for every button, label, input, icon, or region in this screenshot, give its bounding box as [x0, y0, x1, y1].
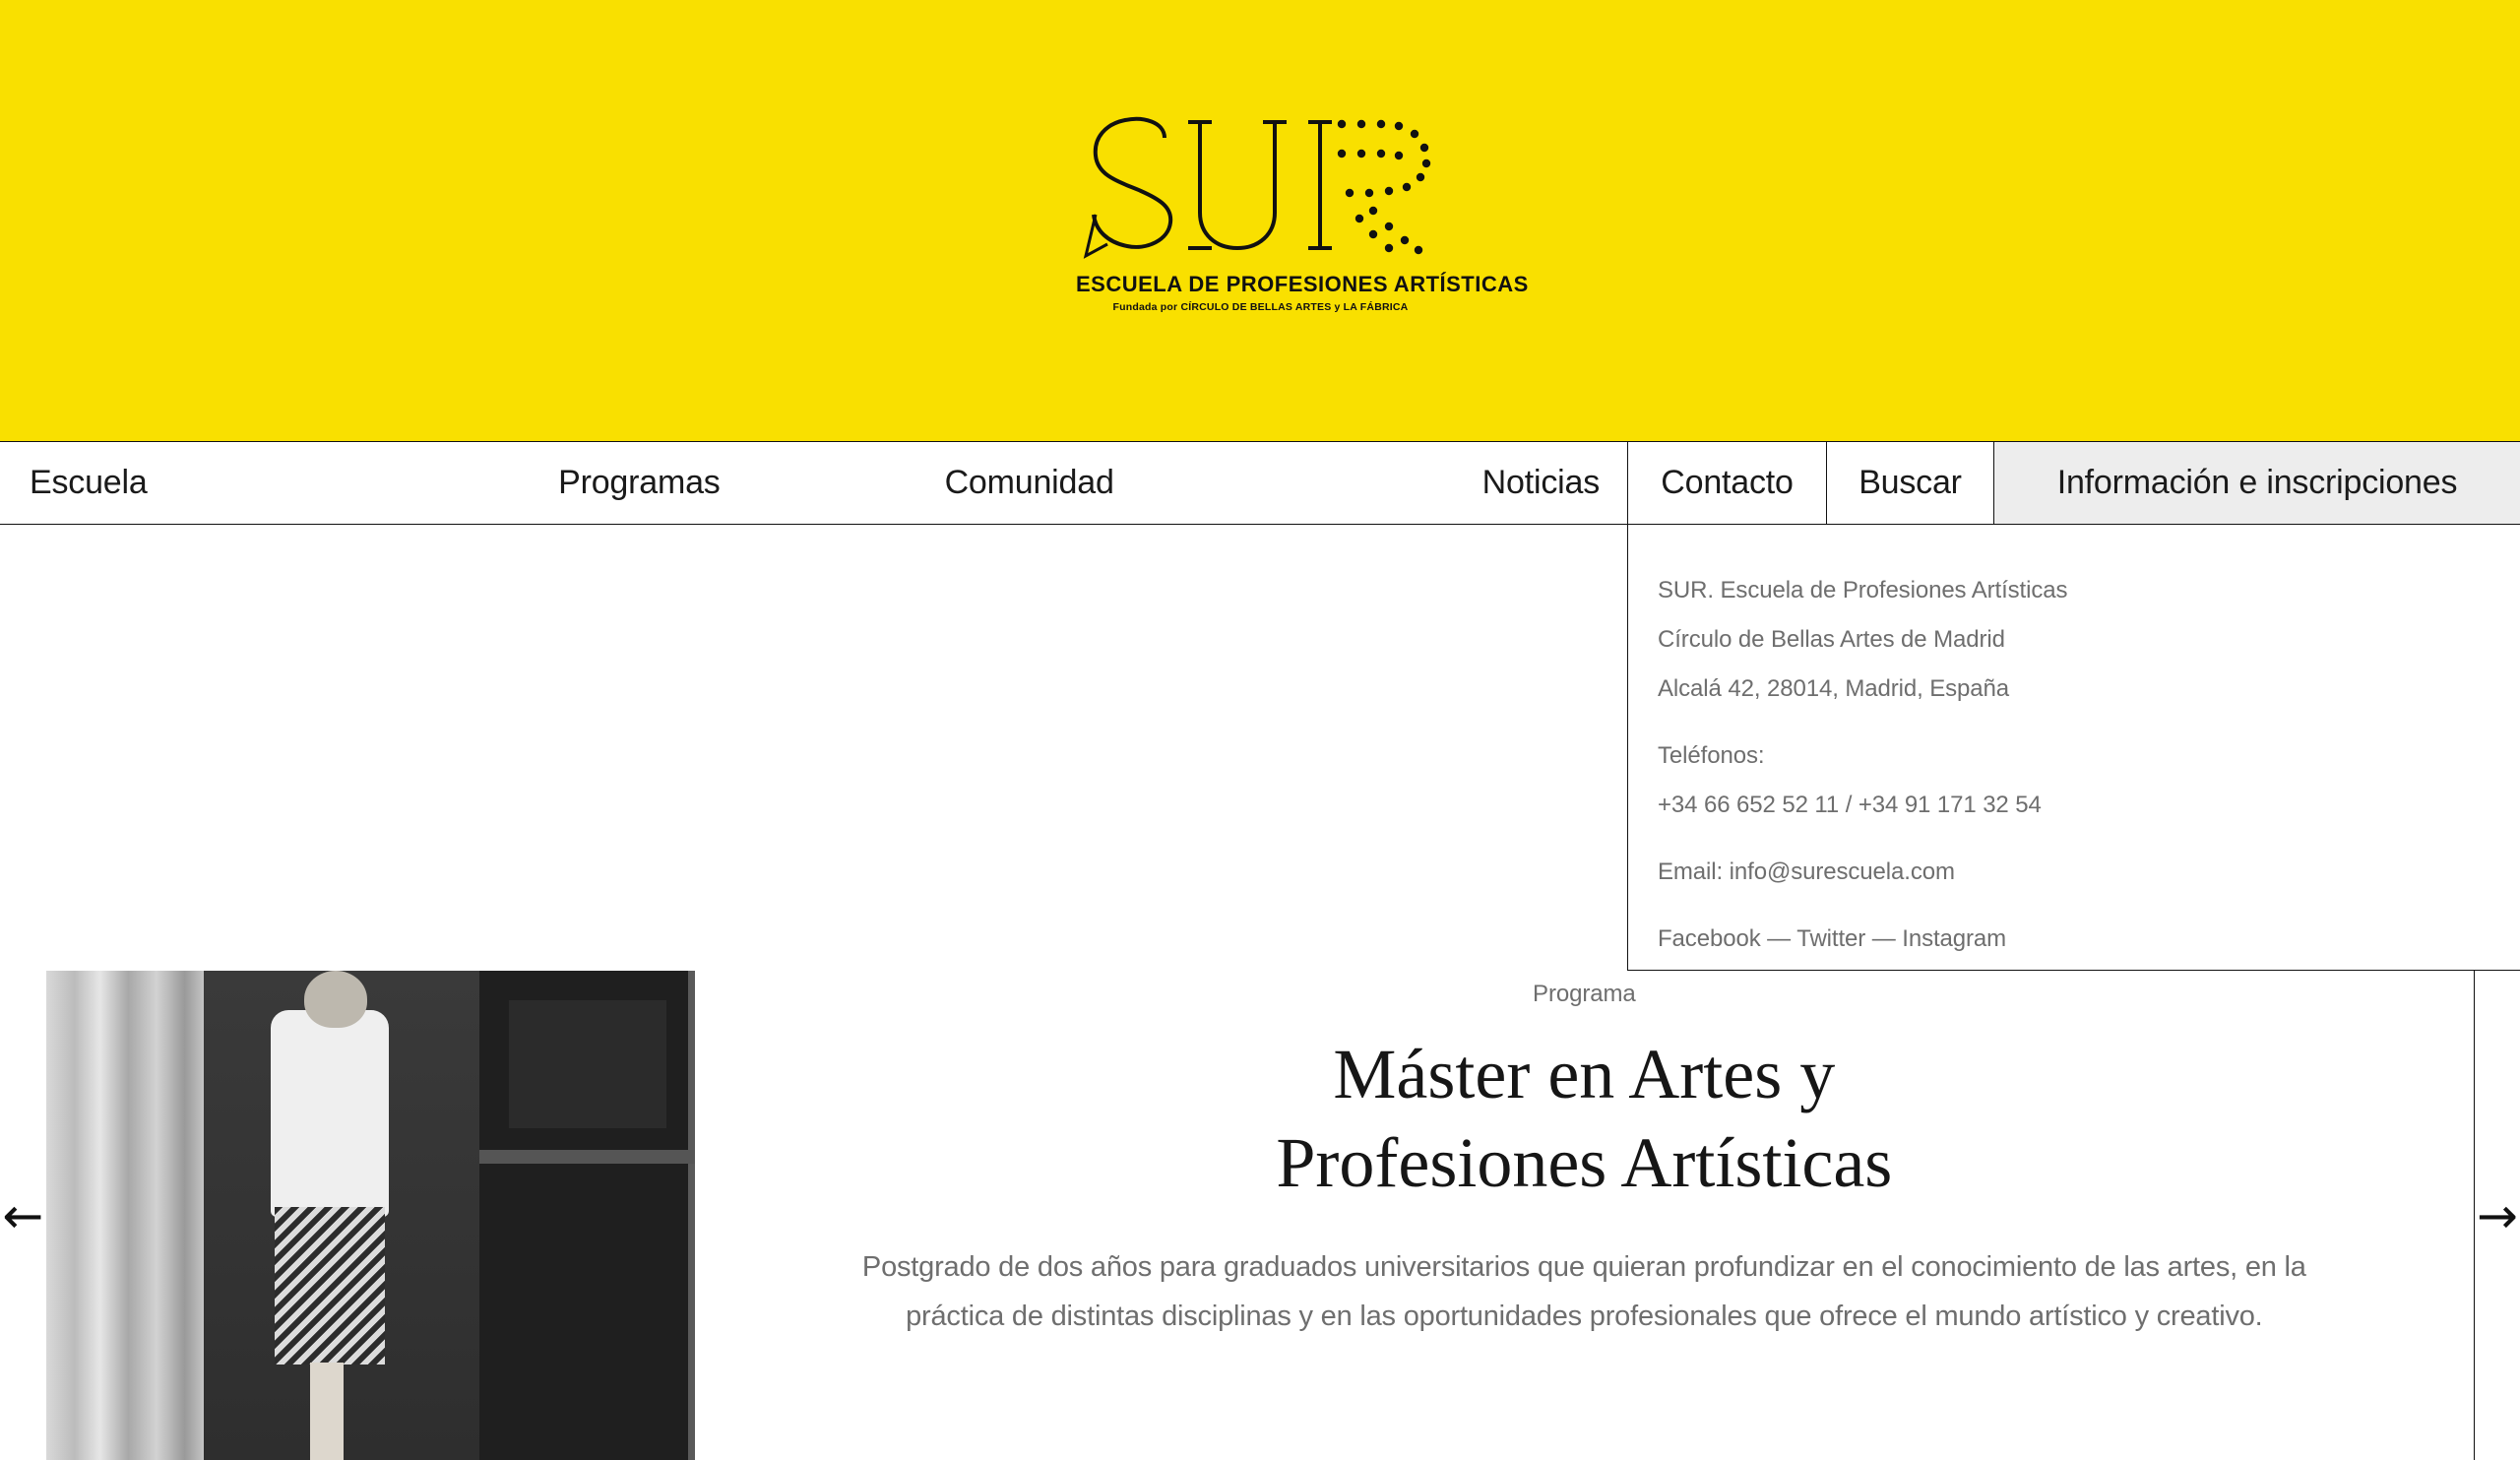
- nav-item-comunidad[interactable]: Comunidad: [944, 464, 1114, 501]
- photo-person-head: [304, 971, 367, 1028]
- instagram-link[interactable]: Instagram: [1902, 925, 2007, 952]
- sur-logo-icon: [1078, 108, 1444, 266]
- hero-description: Postgrado de dos años para graduados universitarios que quieran profundizar en el conocimiento de las artes, en la práctica de distintas disciplinas y en las oportunidades profesionales que ofrece el mundo artístico y creativo.: [861, 1251, 2306, 1332]
- spacer: [1658, 897, 2481, 915]
- arrow-left-icon: ←: [2, 1186, 44, 1244]
- phones-label: Teléfonos:: [1658, 742, 1765, 769]
- org-name: SUR. Escuela de Profesiones Artísticas: [1658, 577, 2068, 603]
- photo-frame-horizontal: [479, 1150, 695, 1164]
- hero-image[interactable]: [46, 971, 695, 1460]
- nav-primary-group: [0, 442, 1627, 524]
- hero-title-line-1: Máster en Artes y: [1333, 1035, 1836, 1113]
- social-separator: —: [1760, 925, 1797, 952]
- nav-item-buscar[interactable]: Buscar: [1826, 442, 1993, 524]
- phones-value[interactable]: +34 66 652 52 11 / +34 91 171 32 54: [1658, 792, 2042, 818]
- logo-subtitle: ESCUELA DE PROFESIONES ARTÍSTICAS: [1076, 272, 1529, 296]
- spacer: [1658, 714, 2481, 731]
- facebook-link[interactable]: Facebook: [1658, 925, 1761, 952]
- org-venue: Círculo de Bellas Artes de Madrid: [1658, 626, 2005, 653]
- spacer: [1658, 830, 2481, 848]
- masthead: [0, 0, 2520, 441]
- dropdown-empty-area: [0, 525, 1628, 971]
- contact-dropdown-row: [0, 525, 2520, 971]
- site-logo[interactable]: [1076, 108, 1529, 313]
- hero-title-line-2: Profesiones Artísticas: [1276, 1123, 1893, 1202]
- photo-panel-a: [509, 1000, 666, 1128]
- nav-item-noticias[interactable]: Noticias: [1481, 464, 1600, 501]
- hero-title: [813, 1030, 2356, 1207]
- photo-frame-vertical: [688, 971, 695, 1460]
- nav-item-contacto[interactable]: Contacto: [1627, 442, 1826, 524]
- photo-person-torso: [271, 1010, 389, 1217]
- social-separator: —: [1865, 925, 1903, 952]
- slider-next-button[interactable]: [2474, 971, 2520, 1460]
- slider-prev-button[interactable]: [0, 971, 46, 1460]
- nav-item-programas[interactable]: Programas: [558, 464, 721, 501]
- hero-slider: [0, 971, 2520, 1460]
- main-navigation: [0, 441, 2520, 525]
- hero-kicker: Programa: [1533, 981, 1636, 1007]
- org-address: Alcalá 42, 28014, Madrid, España: [1658, 675, 2010, 702]
- contact-dropdown-panel: [1628, 525, 2520, 971]
- email-value[interactable]: Email: info@surescuela.com: [1658, 858, 1955, 885]
- photo-person-skirt: [275, 1207, 385, 1365]
- hero-text-block: [695, 971, 2474, 1460]
- nav-item-escuela[interactable]: Escuela: [30, 464, 148, 501]
- photo-curtain: [46, 971, 204, 1460]
- twitter-link[interactable]: Twitter: [1796, 925, 1866, 952]
- social-links: [1658, 915, 2481, 964]
- photo-person-leg: [310, 1363, 344, 1460]
- arrow-right-icon: →: [2476, 1186, 2518, 1244]
- logo-footnote: Fundada por CÍRCULO DE BELLAS ARTES y LA FÁBRICA: [1112, 301, 1409, 313]
- nav-item-informacion-e-inscripciones[interactable]: Información e inscripciones: [1993, 442, 2520, 524]
